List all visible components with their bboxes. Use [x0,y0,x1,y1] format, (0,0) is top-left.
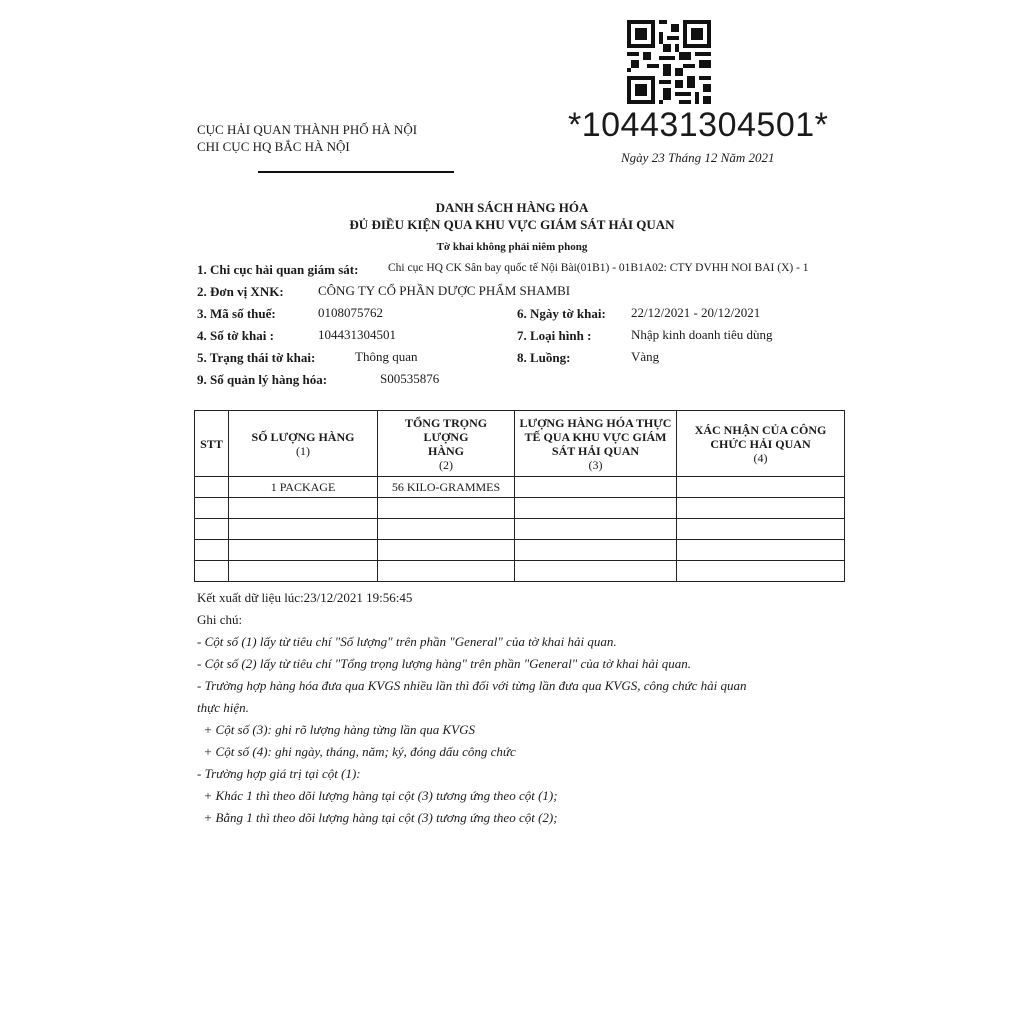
column-header-total-weight: TỔNG TRỌNG LƯỢNG HÀNG (2) [378,411,515,477]
note-line: + Bằng 1 thì theo dõi lượng hàng tại cột (3) tương ứng theo cột (2); [197,810,558,825]
goods-management-number-label: 9. Số quản lý hàng hóa: [197,372,328,387]
table-cell: 1 PACKAGE [229,477,378,498]
trader-value: CÔNG TY CỔ PHẦN DƯỢC PHẨM SHAMBI [318,283,571,298]
goods-table [194,410,845,582]
table-row [195,561,845,582]
supervising-office-value: Chi cục HQ CK Sân bay quốc tế Nội Bài(01B1) - 01B1A02: CTY DVHH NOI BAI (X) - 1 [388,262,809,274]
document-title: DANH SÁCH HÀNG HÓA [435,200,589,215]
table-row [195,498,845,519]
declaration-status-value: Thông quan [355,349,418,364]
channel-label: 8. Luồng: [517,350,571,365]
table-cell [515,519,677,540]
table-row [195,519,845,540]
column-header-officer-confirmation: XÁC NHẬN CỦA CÔNG CHỨC HẢI QUAN (4) [677,411,845,477]
declaration-type-value: Nhập kinh doanh tiêu dùng [631,327,773,342]
table-cell [677,519,845,540]
declaration-barcode-text: *104431304501* [568,106,829,144]
table-cell: 56 KILO-GRAMMES [378,477,515,498]
goods-management-number-value: S00535876 [380,371,440,386]
table-cell [195,540,229,561]
declaration-date-value: 22/12/2021 - 20/12/2021 [631,305,761,320]
note-line: - Cột số (1) lấy từ tiêu chí "Số lượng" trên phần "General" của tờ khai hải quan. [197,634,617,649]
declaration-number-value: 104431304501 [318,327,396,342]
table-cell [677,477,845,498]
table-row [195,540,845,561]
table-cell [378,498,515,519]
document-subtitle: Tờ khai không phải niêm phong [436,241,588,253]
header-divider [258,171,454,173]
qr-code-icon [627,20,711,104]
table-cell [378,540,515,561]
customs-branch: CHI CỤC HQ BẮC HÀ NỘI [197,139,350,154]
customs-department: CỤC HẢI QUAN THÀNH PHỐ HÀ NỘI [197,122,418,137]
table-cell [195,561,229,582]
declaration-status-label: 5. Trạng thái tờ khai: [197,350,316,365]
declaration-date-label: 6. Ngày tờ khai: [517,306,606,321]
table-cell [229,519,378,540]
table-cell [515,498,677,519]
note-line: + Cột số (4): ghi ngày, tháng, năm; ký, đóng dấu công chức [197,744,516,759]
column-header-quantity: SỐ LƯỢNG HÀNG (1) [229,411,378,477]
table-cell [378,519,515,540]
document-title-line2: ĐỦ ĐIỀU KIỆN QUA KHU VỰC GIÁM SÁT HẢI QUAN [349,217,675,232]
export-timestamp: Kết xuất dữ liệu lúc:23/12/2021 19:56:45 [197,590,413,605]
note-line: - Cột số (2) lấy từ tiêu chí "Tổng trọng lượng hàng" trên phần "General" của tờ khai hải quan. [197,656,692,671]
table-cell [378,561,515,582]
table-header-row [195,411,845,477]
table-row [195,477,845,498]
notes-title: Ghi chú: [197,612,243,627]
table-cell [229,561,378,582]
table-cell [515,561,677,582]
supervising-office-label: 1. Chi cục hải quan giám sát: [197,262,359,277]
channel-value: Vàng [631,349,660,364]
table-cell [515,540,677,561]
note-line: - Trường hợp giá trị tại cột (1): [197,766,361,781]
trader-label: 2. Đơn vị XNK: [197,284,284,299]
column-header-actual-quantity: LƯỢNG HÀNG HÓA THỰC TẾ QUA KHU VỰC GIÁM SÁT HẢI QUAN (3) [515,411,677,477]
table-cell [195,519,229,540]
declaration-type-label: 7. Loại hình : [517,328,592,343]
note-line: thực hiện. [197,700,249,715]
table-cell [677,540,845,561]
table-cell [229,498,378,519]
table-cell [229,540,378,561]
table-cell [677,561,845,582]
table-cell [195,498,229,519]
table-cell [515,477,677,498]
table-cell [677,498,845,519]
document-date: Ngày 23 Tháng 12 Năm 2021 [621,150,775,165]
note-line: - Trường hợp hàng hóa đưa qua KVGS nhiều lần thì đối với từng lần đưa qua KVGS, công chức hải quan [197,678,747,693]
tax-code-label: 3. Mã số thuế: [197,306,276,321]
table-cell [195,477,229,498]
column-header-stt: STT [195,411,229,477]
tax-code-value: 0108075762 [318,305,383,320]
note-line: + Khác 1 thì theo dõi lượng hàng tại cột (3) tương ứng theo cột (1); [197,788,558,803]
note-line: + Cột số (3): ghi rõ lượng hàng từng lần qua KVGS [197,722,475,737]
declaration-number-label: 4. Số tờ khai : [197,328,274,343]
